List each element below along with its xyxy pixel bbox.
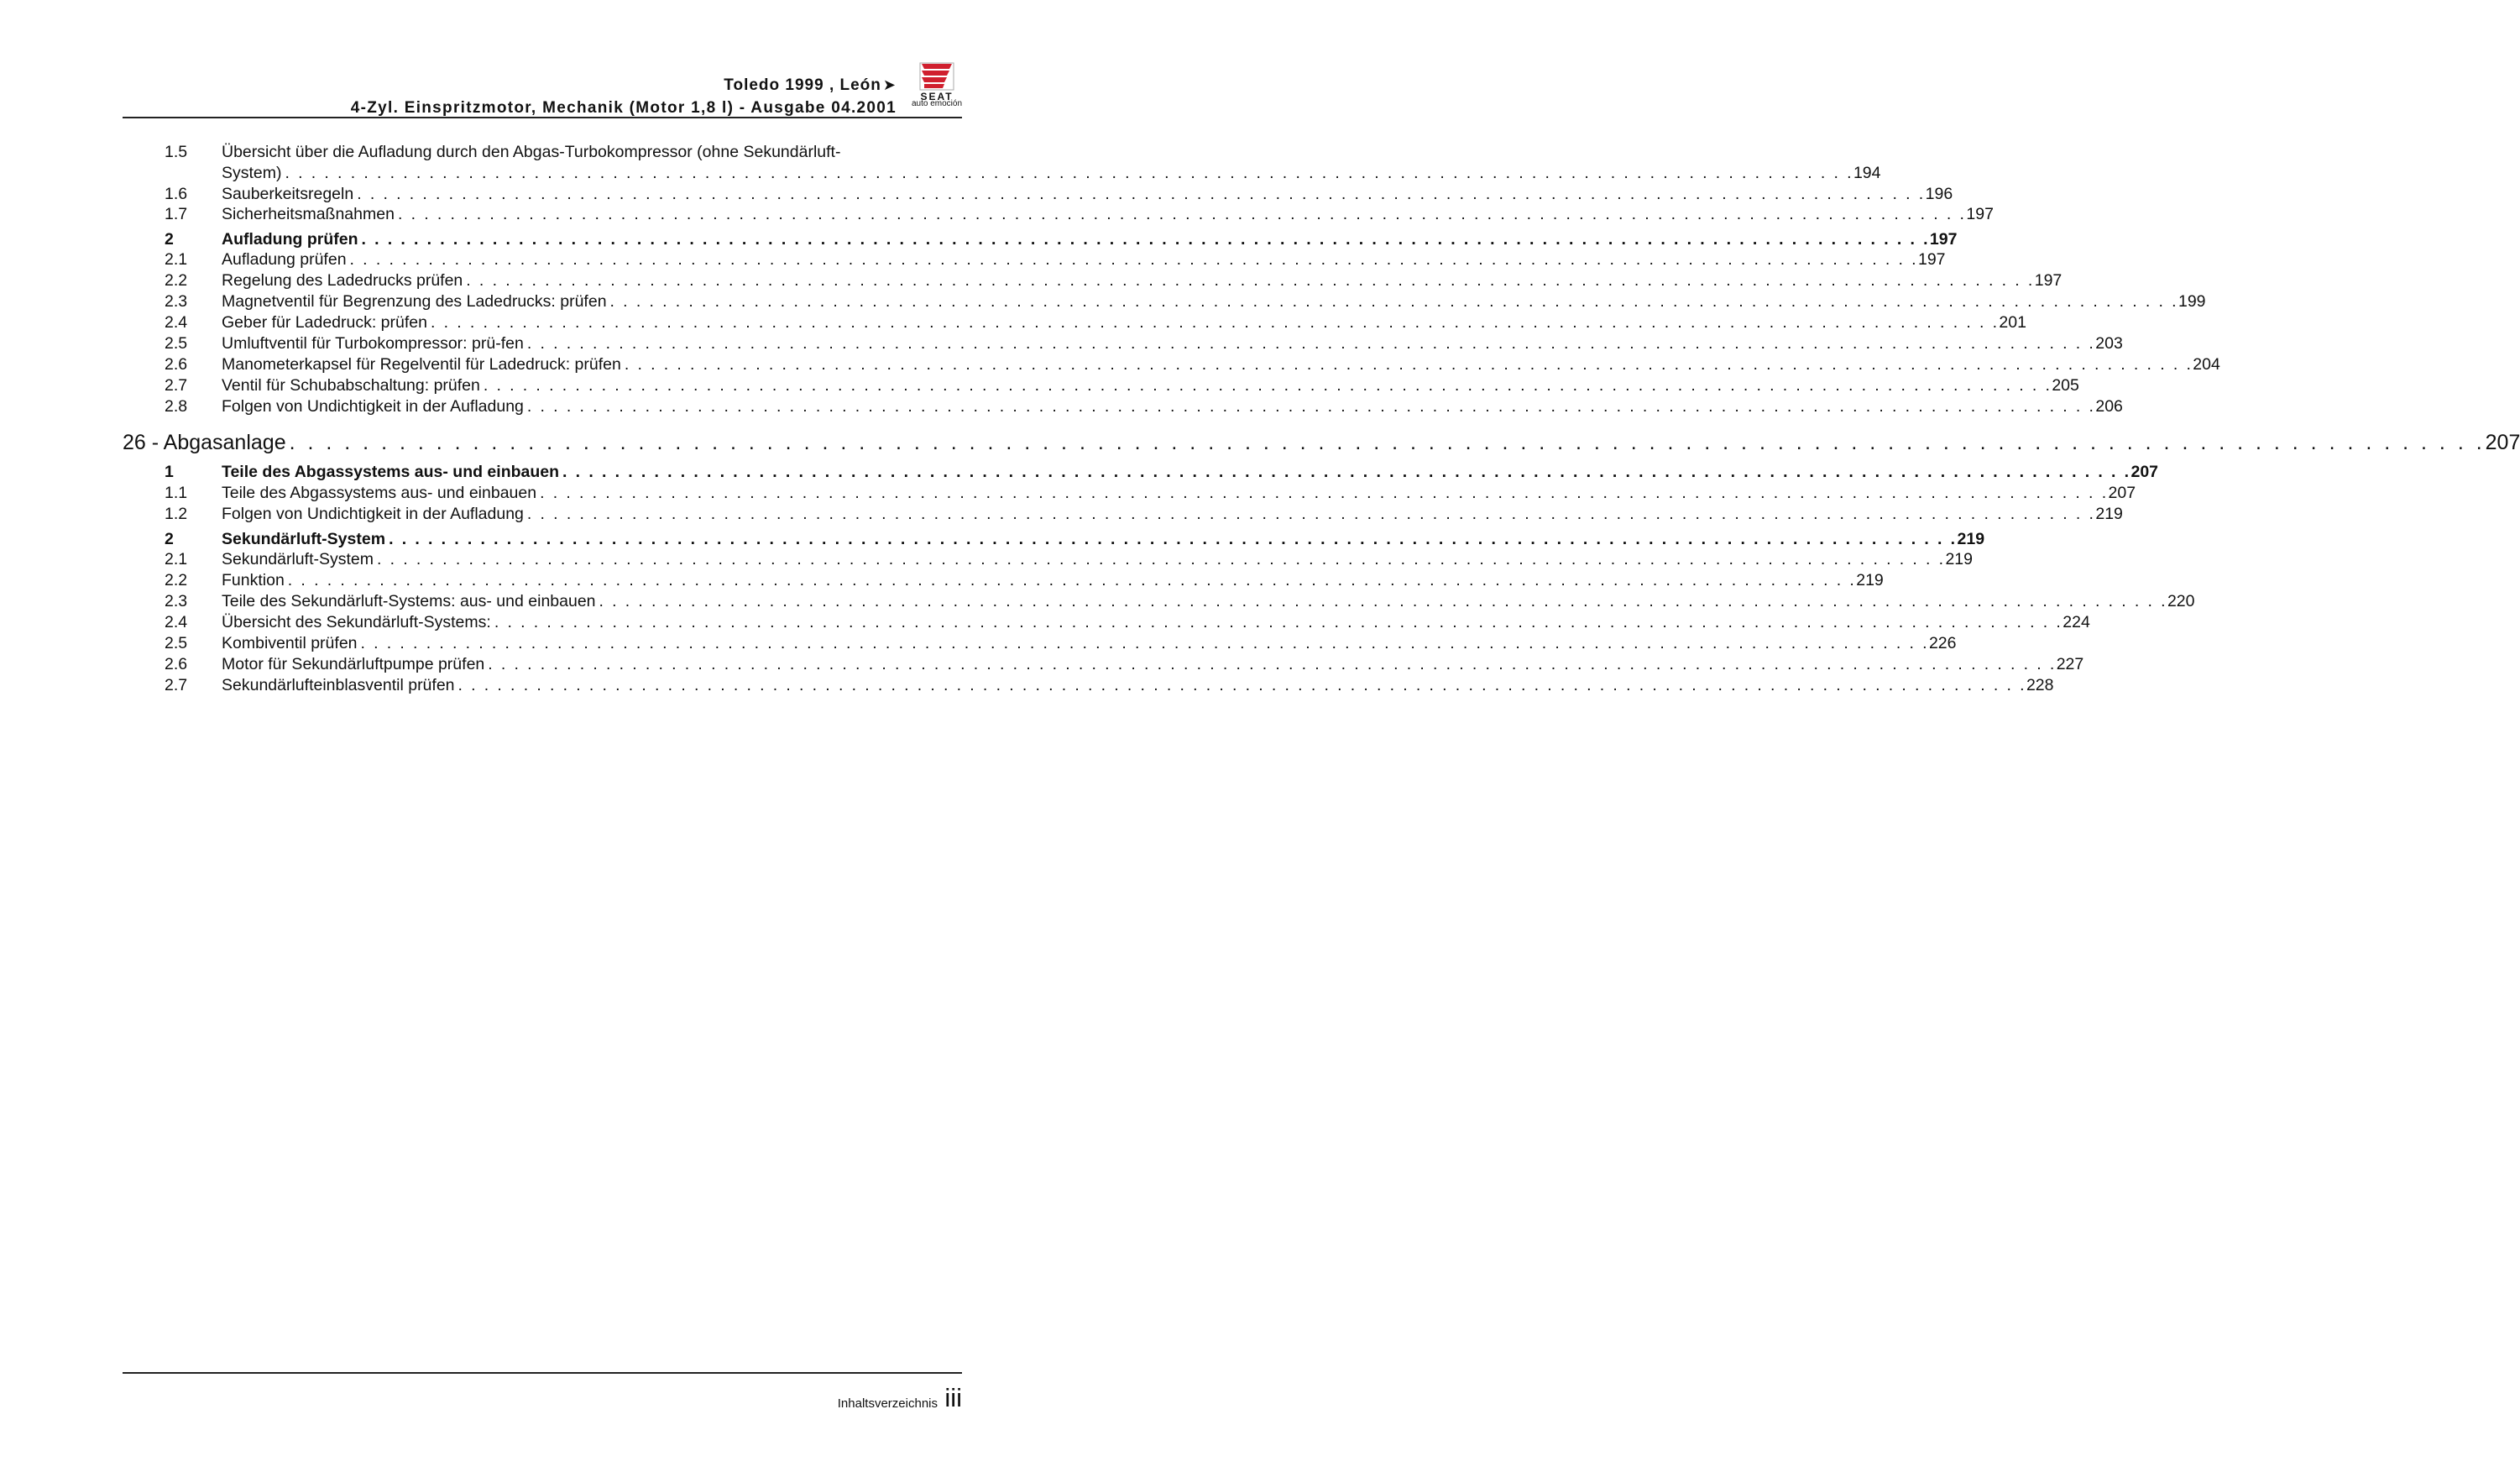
toc-entry-title: Aufladung prüfen bbox=[222, 250, 347, 269]
toc-entry-title: Regelung des Ladedrucks prüfen bbox=[222, 271, 463, 290]
toc-entry-number: 1.1 bbox=[165, 484, 188, 502]
toc-entry-number: 2.5 bbox=[165, 334, 188, 353]
toc-entry-number: 2.6 bbox=[165, 655, 188, 673]
toc-entry-page: 219 bbox=[1957, 530, 1985, 548]
toc-entry-title: Teile des Abgassystems aus- und einbauen bbox=[222, 484, 537, 502]
dot-leader: . . . . . . . . . . . . . . . . . . . . . . . . . . . . . . . . . . . . . . . . . . . . . . . . . . . . . . . . . . . . . . . . . . . . . . . . . . . . . . . . . . . . . . . . . . . . . . . . . . . . . . . . . . . . . . . . . . . . . . . . bbox=[287, 571, 1857, 589]
dot-leader: . . . . . . . . . . . . . . . . . . . . . . . . . . . . . . . . . . . . . . . . . . . . . . . . . . . . . . . . . . . . . . . . . . . . . . . . . . . . . . . . . . . . . . . . . . . . . . . . . . . . . . . . . . . . . . . . . . . . . . . . bbox=[361, 230, 1930, 249]
toc-entry-page: 207 bbox=[2108, 484, 2136, 502]
dot-leader: . . . . . . . . . . . . . . . . . . . . . . . . . . . . . . . . . . . . . . . . . . . . . . . . . . . . . . . . . . . . . . . . . . . . . . . . . . . . . . . . . . . . . . . . . . . . . . . . . . . . . . . . . . . . . . . . . . . . . . . . bbox=[360, 634, 1929, 652]
toc-entry-number: 2.2 bbox=[165, 571, 188, 589]
toc-entry-title: Sekundärlufteinblasventil prüfen bbox=[222, 676, 455, 694]
dot-leader: . . . . . . . . . . . . . . . . . . . . . . . . . . . . . . . . . . . . . . . . . . . . . . . . . . . . . . . . . . . . . . . . . . . . . . . . . . . . . . . . . . . . . . . . . . . . . . . . . . . . . . . . . . . . . . . . . . . . . . . . bbox=[540, 484, 2109, 502]
dot-leader: . . . . . . . . . . . . . . . . . . . . . . . . . . . . . . . . . . . . . . . . . . . . . . . . . . . . . . . . . . . . . . . . . . . . . . . . . . . . . . . . . . . . . . . . . . . . . . . . . . . . . . . . . . . . . . . . . . . . . . . . bbox=[494, 613, 2063, 631]
toc-entry-title: Sauberkeitsregeln bbox=[222, 185, 354, 203]
dot-leader: . . . . . . . . . . . . . . . . . . . . . . . . . . . . . . . . . . . . . . . . . . . . . . . . . . . . . . . . . . . . . . . . . . . . . . . . . . . . . . . . . . . . . . . . . . . . . . . . . . . . . . . . . . . . . . . . . . . . . . . . bbox=[488, 655, 2057, 673]
dot-leader: . . . . . . . . . . . . . . . . . . . . . . . . . . . . . . . . . . . . . . . . . . . . . . . . . . . . . . . . . . . . . . . . . . . . . . . . . . . . . . . . . . . . . . . . . . . . . . . . . . . . . . . . . . . . . . . . . . . . . . . . bbox=[526, 397, 2096, 416]
dot-leader: . . . . . . . . . . . . . . . . . . . . . . . . . . . . . . . . . . . . . . . . . . . . . . . . . . . . . . . . . . . . . . . . . . . . . . . . . . . . . . . . . . . . . . . . . . . . . . . . . . . . . . . . . . . . . . . . . . . . . . . . bbox=[397, 205, 1967, 223]
toc-entry-number: 2.3 bbox=[165, 292, 188, 311]
toc-entry-page: 204 bbox=[2193, 355, 2220, 374]
toc-entry-number: 2.1 bbox=[165, 250, 188, 269]
toc-entry-title: Folgen von Undichtigkeit in der Aufladung bbox=[222, 505, 524, 523]
dot-leader: . . . . . . . . . . . . . . . . . . . . . . . . . . . . . . . . . . . . . . . . . . . . . . . . . . . . . . . . . . . . . . . . . . . . . . . . . . . . . . . . . . . . . . . . . . . . . . . . . . . . . . . . . . . . . . . . . . . . . . . . bbox=[609, 292, 2178, 311]
toc-entry-page: 228 bbox=[2026, 676, 2054, 694]
toc-entry-number: 2.7 bbox=[165, 376, 188, 395]
dot-leader: . . . . . . . . . . . . . . . . . . . . . . . . . . . . . . . . . . . . . . . . . . . . . . . . . . . . . . . . . . . . . . . . . . . . . . . . . . . . . . . . . . . . . . . . . . . . . . . . . . . . . . . . . . . . . . . . . . . . . . . . bbox=[483, 376, 2052, 395]
toc-entry-title: Übersicht über die Aufladung durch den Abgas-Turbokompressor (ohne Sekundärluft- bbox=[222, 143, 841, 161]
toc-entry-page: 206 bbox=[2095, 397, 2123, 416]
toc-entry-page: 197 bbox=[2034, 271, 2063, 290]
brand-name: SEAT bbox=[920, 91, 954, 102]
footer-page-number: iii bbox=[944, 1383, 962, 1412]
toc-entry-title: Aufladung prüfen bbox=[222, 230, 358, 249]
toc-entry-title-continued: System) bbox=[222, 164, 282, 182]
dot-leader: . . . . . . . . . . . . . . . . . . . . . . . . . . . . . . . . . . . . . . . . . . . . . . . . . . . . . . . . . . . . . . . . . . . . . . . . . . . . . . . . . . . . . . . . . . . . . . . . . . . . . . . . . . . . . . . . . . . . . . . . bbox=[526, 334, 2096, 353]
dot-leader: . . . . . . . . . . . . . . . . . . . . . . . . . . . . . . . . . . . . . . . . . . . . . . . . . . . . . . . . . . . . . . . . . . . . . . . . . . . . . . . . . . . . . . . . . . . . . . . . . . . . . . . . . . . . . . . . . . . . . . . . bbox=[357, 185, 1926, 203]
footer-divider bbox=[123, 1372, 962, 1374]
toc-entry-number: 2.7 bbox=[165, 676, 188, 694]
toc-entry-page: 203 bbox=[2095, 334, 2123, 353]
dot-leader: . . . . . . . . . . . . . . . . . . . . . . . . . . . . . . . . . . . . . . . . . . . . . . . . . . . . . . . . . . . . . . . . . . . . . . . . . . . . . . . . . . . . . . . . . . . . . . . . . . . . . . . . . . . . . . . . . . . . . . . . bbox=[430, 313, 2000, 332]
dot-leader: . . . . . . . . . . . . . . . . . . . . . . . . . . . . . . . . . . . . . . . . . . . . . . . . . . . . . . . . . . . . . . . . . . . . . . . . . . . . . . . . . . . . . . . . . . . . . . . . . . . . . . . . . . . . . . . . . . . . . . . . bbox=[466, 271, 2035, 290]
header-subtitle: 4-Zyl. Einspritzmotor, Mechanik (Motor 1,8 l) - Ausgabe 04.2001 bbox=[350, 99, 897, 117]
brand-tagline: auto emoción bbox=[911, 99, 963, 108]
toc-entry-page: 220 bbox=[2167, 592, 2195, 610]
toc-entry-title: Ventil für Schubabschaltung: prüfen bbox=[222, 376, 480, 395]
toc-entry-title: Teile des Sekundärluft-Systems: aus- und einbauen bbox=[222, 592, 596, 610]
toc-entry-number: 2.5 bbox=[165, 634, 188, 652]
toc-entry-title: Folgen von Undichtigkeit in der Aufladung bbox=[222, 397, 524, 416]
toc-entry-number: 2.2 bbox=[165, 271, 188, 290]
toc-entry-title: Geber für Ladedruck: prüfen bbox=[222, 313, 427, 332]
toc-entry-number: 2.3 bbox=[165, 592, 188, 610]
toc-entry-title: Sekundärluft-System bbox=[222, 530, 386, 548]
toc-entry-number: 2.4 bbox=[165, 613, 188, 631]
dot-leader: . . . . . . . . . . . . . . . . . . . . . . . . . . . . . . . . . . . . . . . . . . . . . . . . . . . . . . . . . . . . . . . . . . . . . . . . . . . . . . . . . . . . . . . . . . . . . . . . . . . . . . . . . . . . . . . . . . . . . . . . bbox=[349, 250, 1918, 269]
toc-entry-page: 226 bbox=[1928, 634, 1957, 652]
dot-leader: . . . . . . . . . . . . . . . . . . . . . . . . . . . . . . . . . . . . . . . . . . . . . . . . . . . . . . . . . . . . . . . . . . . . . . . . . . . . . . . . . . . . . . . . . . . . . . . . . . . . . . . . . . . . . . . . . . . . . . . . bbox=[599, 592, 2167, 610]
toc-entry-page: 194 bbox=[1853, 164, 1881, 182]
toc-entry-title: Sicherheitsmaßnahmen bbox=[222, 205, 395, 223]
toc-entry-number: 1.7 bbox=[165, 205, 188, 223]
toc-entry-page: 199 bbox=[2178, 292, 2206, 311]
toc-entry-page: 205 bbox=[2052, 376, 2079, 395]
toc-entry-title: Umluftventil für Turbokompressor: prü-fen bbox=[222, 334, 524, 353]
dot-leader: . . . . . . . . . . . . . . . . . . . . . . . . . . . . . . . . . . . . . . . . . . . . . . . . . . . . . . . . . . . . . . . . . . . . . . . . . . . . . . . . . . . . . . . . . . . . . . . . . . . . . . . . . . . . . . . . . . . . . . . . bbox=[289, 431, 2486, 454]
toc-entry-number: 2 bbox=[165, 530, 174, 548]
dot-leader: . . . . . . . . . . . . . . . . . . . . . . . . . . . . . . . . . . . . . . . . . . . . . . . . . . . . . . . . . . . . . . . . . . . . . . . . . . . . . . . . . . . . . . . . . . . . . . . . . . . . . . . . . . . . . . . . . . . . . . . . bbox=[285, 164, 1853, 182]
arrow-right-icon: ➤ bbox=[882, 76, 897, 93]
toc-entry-number: 1.2 bbox=[165, 505, 188, 523]
dot-leader: . . . . . . . . . . . . . . . . . . . . . . . . . . . . . . . . . . . . . . . . . . . . . . . . . . . . . . . . . . . . . . . . . . . . . . . . . . . . . . . . . . . . . . . . . . . . . . . . . . . . . . . . . . . . . . . . . . . . . . . . bbox=[457, 676, 2026, 694]
toc-entry-number: 2.4 bbox=[165, 313, 188, 332]
toc-entry-page: 224 bbox=[2063, 613, 2090, 631]
toc-entry-page: 219 bbox=[1856, 571, 1884, 589]
toc-entry-title: Manometerkapsel für Regelventil für Ladedruck: prüfen bbox=[222, 355, 621, 374]
toc-entry-page: 197 bbox=[1917, 250, 1946, 269]
toc-entry-number: 1.6 bbox=[165, 185, 188, 203]
header-divider bbox=[123, 117, 962, 118]
toc-entry-title: Teile des Abgassystems aus- und einbauen bbox=[222, 463, 560, 481]
footer-section-label: Inhaltsverzeichnis bbox=[837, 1396, 938, 1411]
dot-leader: . . . . . . . . . . . . . . . . . . . . . . . . . . . . . . . . . . . . . . . . . . . . . . . . . . . . . . . . . . . . . . . . . . . . . . . . . . . . . . . . . . . . . . . . . . . . . . . . . . . . . . . . . . . . . . . . . . . . . . . . bbox=[562, 463, 2131, 481]
toc-entry-page: 197 bbox=[1966, 205, 1994, 223]
header-title: Toledo 1999 , León ➤ bbox=[724, 76, 897, 94]
toc-entry-page: 207 bbox=[2485, 431, 2520, 454]
toc-entry-title: Sekundärluft-System bbox=[222, 550, 374, 568]
dot-leader: . . . . . . . . . . . . . . . . . . . . . . . . . . . . . . . . . . . . . . . . . . . . . . . . . . . . . . . . . . . . . . . . . . . . . . . . . . . . . . . . . . . . . . . . . . . . . . . . . . . . . . . . . . . . . . . . . . . . . . . . bbox=[389, 530, 1958, 548]
toc-entry-number: 2.1 bbox=[165, 550, 188, 568]
toc-entry-page: 197 bbox=[1929, 230, 1958, 249]
chapter-title: 26 - Abgasanlage bbox=[123, 431, 286, 454]
toc-entry-page: 227 bbox=[2056, 655, 2084, 673]
toc-entry-title: Funktion bbox=[222, 571, 285, 589]
toc-entry-number: 2.6 bbox=[165, 355, 188, 374]
toc-entry-title: Übersicht des Sekundärluft-Systems: bbox=[222, 613, 491, 631]
toc-entry-page: 219 bbox=[2095, 505, 2123, 523]
toc-entry-title: Motor für Sekundärluftpumpe prüfen bbox=[222, 655, 485, 673]
toc-entry-number: 1 bbox=[165, 463, 174, 481]
toc-entry-number: 2.8 bbox=[165, 397, 188, 416]
toc-entry-number: 1.5 bbox=[165, 143, 188, 161]
toc-entry-page: 196 bbox=[1925, 185, 1953, 203]
toc-entry-page: 201 bbox=[1999, 313, 2026, 332]
toc-entry-number: 2 bbox=[165, 230, 174, 249]
dot-leader: . . . . . . . . . . . . . . . . . . . . . . . . . . . . . . . . . . . . . . . . . . . . . . . . . . . . . . . . . . . . . . . . . . . . . . . . . . . . . . . . . . . . . . . . . . . . . . . . . . . . . . . . . . . . . . . . . . . . . . . . bbox=[526, 505, 2096, 523]
dot-leader: . . . . . . . . . . . . . . . . . . . . . . . . . . . . . . . . . . . . . . . . . . . . . . . . . . . . . . . . . . . . . . . . . . . . . . . . . . . . . . . . . . . . . . . . . . . . . . . . . . . . . . . . . . . . . . . . . . . . . . . . bbox=[624, 355, 2193, 374]
toc-entry-title: Kombiventil prüfen bbox=[222, 634, 358, 652]
toc-entry-page: 207 bbox=[2130, 463, 2159, 481]
toc-entry-page: 219 bbox=[1945, 550, 1973, 568]
toc-entry-title: Magnetventil für Begrenzung des Ladedrucks: prüfen bbox=[222, 292, 607, 311]
dot-leader: . . . . . . . . . . . . . . . . . . . . . . . . . . . . . . . . . . . . . . . . . . . . . . . . . . . . . . . . . . . . . . . . . . . . . . . . . . . . . . . . . . . . . . . . . . . . . . . . . . . . . . . . . . . . . . . . . . . . . . . . bbox=[377, 550, 1946, 568]
